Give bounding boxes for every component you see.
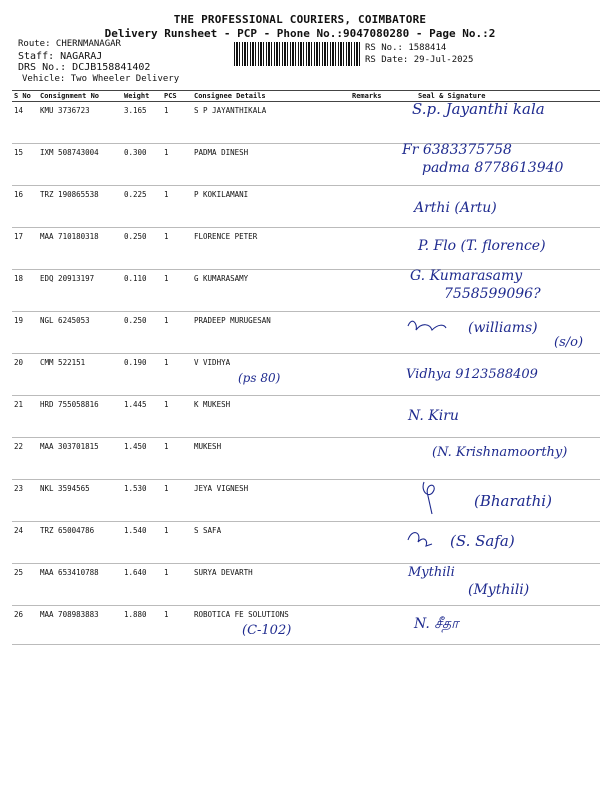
drs-number: DRS No.: DCJB158841402	[18, 62, 151, 73]
signature-line-1: Mythili	[408, 565, 455, 580]
cell-remarks	[350, 480, 394, 522]
cell-consignee: S SAFA	[192, 522, 350, 564]
cell-sno: 24	[12, 522, 38, 564]
cell-pcs: 1	[162, 186, 192, 228]
cell-signature	[394, 312, 600, 354]
cell-remarks	[350, 396, 394, 438]
col-weight: Weight	[122, 91, 162, 102]
table-row	[12, 102, 600, 144]
signature-line-1: Fr 6383375758	[402, 142, 512, 158]
cell-sno: 16	[12, 186, 38, 228]
cell-signature	[394, 438, 600, 480]
cell-signature	[394, 522, 600, 564]
cell-pcs: 1	[162, 270, 192, 312]
cell-pcs: 1	[162, 438, 192, 480]
cell-consignment: CMM 522151	[38, 354, 122, 396]
table-row	[12, 270, 600, 312]
cell-remarks	[350, 270, 394, 312]
cell-weight: 0.300	[122, 144, 162, 186]
cell-pcs: 1	[162, 396, 192, 438]
cell-consignment: EDQ 20913197	[38, 270, 122, 312]
cell-sno: 21	[12, 396, 38, 438]
barcode-image	[234, 42, 362, 66]
signature-line-2: (s/o)	[554, 335, 584, 350]
handwritten-signature	[394, 476, 600, 516]
rs-number: RS No.: 1588414	[365, 43, 447, 53]
cell-pcs: 1	[162, 354, 192, 396]
cell-weight: 1.450	[122, 438, 162, 480]
table-row	[12, 606, 600, 645]
handwritten-signature	[394, 308, 600, 348]
cell-remarks	[350, 438, 394, 480]
table-row	[12, 144, 600, 186]
scribble-mark	[423, 482, 434, 514]
cell-consignee: S P JAYANTHIKALA	[192, 102, 350, 144]
handwritten-signature	[394, 602, 600, 642]
cell-sno: 19	[12, 312, 38, 354]
signature-line-1: G. Kumarasamy	[410, 268, 523, 284]
handwritten-signature	[394, 98, 600, 138]
cell-consignee: FLORENCE PETER	[192, 228, 350, 270]
handwritten-signature	[394, 266, 600, 306]
cell-consignment: IXM 508743004	[38, 144, 122, 186]
signature-line-1: (S. Safa)	[450, 532, 515, 550]
cell-pcs: 1	[162, 522, 192, 564]
cell-pcs: 1	[162, 144, 192, 186]
cell-signature	[394, 144, 600, 186]
cell-signature	[394, 396, 600, 438]
cell-consignee: SURYA DEVARTH	[192, 564, 350, 606]
table-row	[12, 354, 600, 396]
signature-line-1: N. Kiru	[408, 408, 459, 424]
cell-consignee: JEYA VIGNESH	[192, 480, 350, 522]
cell-consignee: MUKESH	[192, 438, 350, 480]
cell-pcs: 1	[162, 480, 192, 522]
cell-weight: 0.190	[122, 354, 162, 396]
cell-consignment: TRZ 65004786	[38, 522, 122, 564]
cell-consignment: MAA 708983883	[38, 606, 122, 645]
signature-line-1: (williams)	[468, 320, 538, 336]
col-consignment: Consignment No	[38, 91, 122, 102]
cell-weight: 1.640	[122, 564, 162, 606]
signature-line-1: S.p. Jayanthi kala	[412, 100, 545, 118]
cell-remarks	[350, 354, 394, 396]
cell-signature	[394, 606, 600, 645]
table-row	[12, 564, 600, 606]
signature-line-2: 7558599096?	[444, 286, 541, 302]
cell-remarks	[350, 144, 394, 186]
vehicle-label: Vehicle: Two Wheeler Delivery	[22, 74, 180, 84]
col-sno: S No	[12, 91, 38, 102]
cell-pcs: 1	[162, 564, 192, 606]
handwritten-signature	[394, 560, 600, 600]
cell-weight: 0.225	[122, 186, 162, 228]
signature-line-1: (N. Krishnamoorthy)	[432, 445, 568, 460]
cell-weight: 0.250	[122, 228, 162, 270]
table-row	[12, 312, 600, 354]
cell-consignee	[192, 606, 350, 645]
cell-remarks	[350, 522, 394, 564]
cell-pcs: 1	[162, 228, 192, 270]
cell-remarks	[350, 564, 394, 606]
cell-consignment: MAA 653410788	[38, 564, 122, 606]
table-row	[12, 396, 600, 438]
cell-sno: 25	[12, 564, 38, 606]
handwritten-signature	[394, 140, 600, 180]
staff-label: Staff: NAGARAJ	[18, 51, 103, 62]
handwritten-signature	[394, 392, 600, 432]
signature-line-1: P. Flo (T. florence)	[418, 238, 546, 254]
note-text: (ps 80)	[238, 371, 281, 385]
consignee-name: ROBOTICA FE SOLUTIONS	[194, 610, 289, 619]
signature-line-1: Vidhya 9123588409	[406, 367, 538, 382]
cell-weight: 1.540	[122, 522, 162, 564]
cell-signature	[394, 270, 600, 312]
cell-signature	[394, 186, 600, 228]
signature-line-1: (Bharathi)	[474, 492, 552, 510]
cell-consignment: KMU 3736723	[38, 102, 122, 144]
cell-consignment: MAA 303701815	[38, 438, 122, 480]
cell-signature	[394, 564, 600, 606]
cell-consignment: TRZ 190865538	[38, 186, 122, 228]
scribble-mark	[408, 533, 432, 546]
cell-pcs: 1	[162, 606, 192, 645]
cell-weight: 3.165	[122, 102, 162, 144]
handwritten-signature	[394, 224, 600, 264]
table-row	[12, 522, 600, 564]
scribble-mark	[408, 321, 446, 330]
cell-weight: 0.250	[122, 312, 162, 354]
cell-sno: 20	[12, 354, 38, 396]
cell-sno: 18	[12, 270, 38, 312]
cell-remarks	[350, 606, 394, 645]
handwritten-note	[238, 616, 328, 646]
cell-weight: 1.530	[122, 480, 162, 522]
cell-sno: 23	[12, 480, 38, 522]
table-row	[12, 228, 600, 270]
cell-remarks	[350, 186, 394, 228]
cell-sno: 26	[12, 606, 38, 645]
signature-line-1: N. சீதா	[414, 616, 459, 632]
col-remarks: Remarks	[350, 91, 394, 102]
cell-sno: 17	[12, 228, 38, 270]
signature-line-2: padma 8778613940	[422, 160, 564, 176]
handwritten-note	[232, 360, 322, 390]
cell-sno: 14	[12, 102, 38, 144]
runsheet-subtitle: Delivery Runsheet - PCP - Phone No.:9047080280 - Page No.:2	[104, 27, 496, 40]
rs-date: RS Date: 29-Jul-2025	[365, 55, 474, 65]
cell-consignee: PADMA DINESH	[192, 144, 350, 186]
runsheet-table	[12, 90, 600, 645]
cell-consignee: K MUKESH	[192, 396, 350, 438]
handwritten-signature	[394, 518, 600, 558]
handwritten-signature	[394, 350, 600, 390]
cell-pcs: 1	[162, 312, 192, 354]
cell-remarks	[350, 228, 394, 270]
handwritten-signature	[394, 182, 600, 222]
cell-sno: 15	[12, 144, 38, 186]
cell-weight: 1.445	[122, 396, 162, 438]
cell-consignment: MAA 710180318	[38, 228, 122, 270]
cell-consignee: P KOKILAMANI	[192, 186, 350, 228]
cell-remarks	[350, 102, 394, 144]
table-row	[12, 480, 600, 522]
cell-consignment: NGL 6245053	[38, 312, 122, 354]
col-signature: Seal & Signature	[394, 91, 600, 102]
cell-signature	[394, 228, 600, 270]
cell-consignment: NKL 3594565	[38, 480, 122, 522]
signature-line-2: (Mythili)	[468, 582, 530, 598]
cell-remarks	[350, 312, 394, 354]
signature-line-1: Arthi (Artu)	[414, 200, 497, 216]
cell-pcs: 1	[162, 102, 192, 144]
cell-sno: 22	[12, 438, 38, 480]
cell-consignment: HRD 755058816	[38, 396, 122, 438]
consignee-name: V VIDHYA	[194, 358, 231, 367]
col-consignee: Consignee Details	[192, 91, 350, 102]
cell-weight: 1.880	[122, 606, 162, 645]
table-row	[12, 438, 600, 480]
cell-consignee	[192, 354, 350, 396]
handwritten-signature	[394, 434, 600, 474]
cell-signature	[394, 480, 600, 522]
table-row	[12, 186, 600, 228]
col-pcs: PCS	[162, 91, 192, 102]
cell-consignee: G KUMARASAMY	[192, 270, 350, 312]
route-label: Route: CHERNMANAGAR	[18, 39, 121, 49]
cell-signature	[394, 354, 600, 396]
note-text: (C-102)	[242, 623, 292, 638]
cell-signature	[394, 102, 600, 144]
company-title: THE PROFESSIONAL COURIERS, COIMBATORE	[173, 13, 427, 26]
cell-weight: 0.110	[122, 270, 162, 312]
cell-consignee: PRADEEP MURUGESAN	[192, 312, 350, 354]
